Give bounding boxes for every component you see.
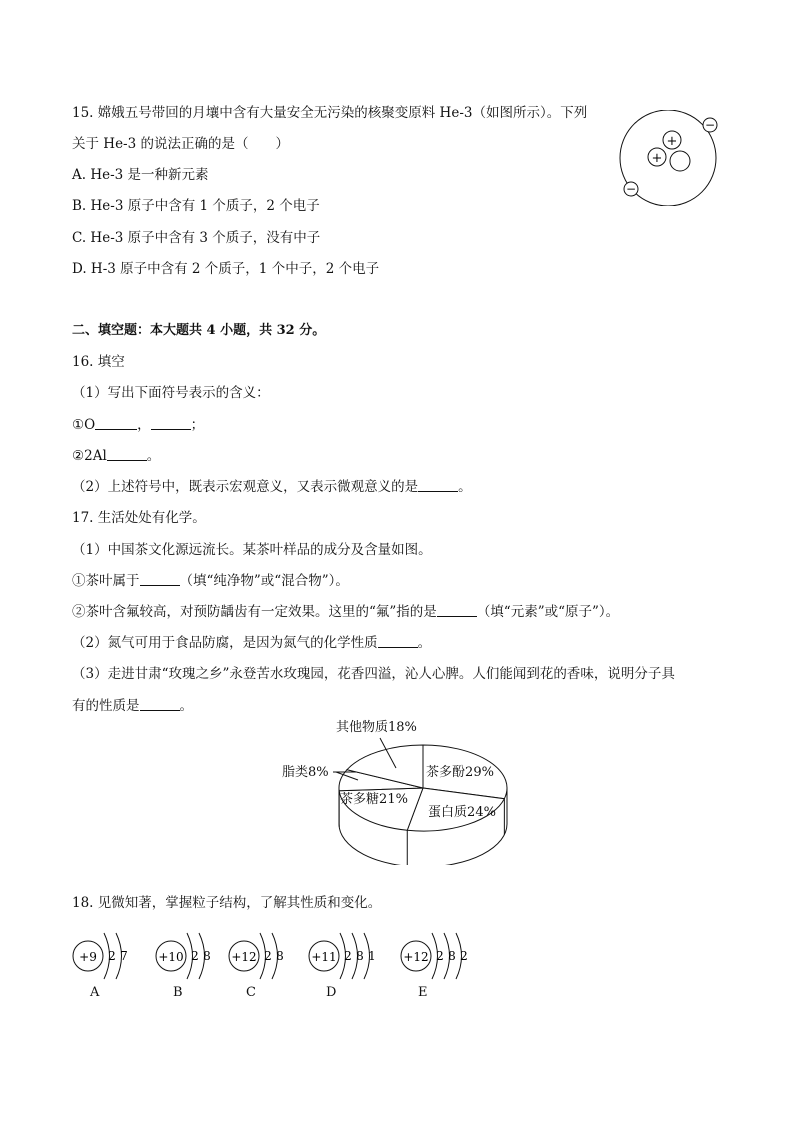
q16-item1-end: ； xyxy=(190,417,205,433)
q17-sub3-line2 xyxy=(72,697,193,715)
atom-diagram-A xyxy=(72,928,142,988)
section2-title: 二、填空题：本大题共 4 小题，共 32 分。 xyxy=(72,323,326,338)
atom-diagram-B xyxy=(155,928,225,988)
q18-title: 18. 见微知著，掌握粒子结构，了解其性质和变化。 xyxy=(72,895,382,911)
atom-letter-A: A xyxy=(90,985,100,1000)
q16-item1-blank-2[interactable] xyxy=(151,417,191,430)
atom-diagram-C xyxy=(228,928,298,988)
q17-sub3-line1: （3）走进甘肃“玫瑰之乡”永登苦水玫瑰园，花香四溢，沁人心脾。人们能闻到花的香味，说明分子具 xyxy=(72,666,675,682)
q16-item2-prefix: ②2Al xyxy=(72,448,107,464)
shell-count-D-2: 8 xyxy=(356,949,364,963)
q17-sub3-end: 。 xyxy=(179,698,193,714)
q15-stem-line2: 关于 He-3 的说法正确的是（ ） xyxy=(72,136,289,152)
q17-item1 xyxy=(72,572,349,590)
nucleus-charge-E: +12 xyxy=(403,950,429,964)
proton-2 xyxy=(648,148,666,166)
shell-count-D-1: 2 xyxy=(344,949,352,963)
q16-title: 16. 填空 xyxy=(72,354,125,370)
pie-label-茶多酚: 茶多酚29% xyxy=(426,765,494,780)
atom-diagram-D xyxy=(308,928,392,988)
he3-atom-figure xyxy=(612,110,722,206)
electron-1 xyxy=(703,118,717,132)
q16-sub2-blank[interactable] xyxy=(418,479,458,492)
electron-2 xyxy=(624,182,638,196)
q16-sub2-end: 。 xyxy=(458,479,472,495)
shell-count-A-2: 7 xyxy=(120,949,128,963)
q17-item1-prefix: ①茶叶属于 xyxy=(72,573,140,589)
atom-diagram-E xyxy=(400,928,484,988)
q17-sub2-end: 。 xyxy=(417,635,432,651)
svg-text:+: + xyxy=(651,151,663,166)
q16-item2 xyxy=(72,447,160,465)
q17-item2-blank[interactable] xyxy=(437,604,477,617)
shell-count-E-1: 2 xyxy=(436,949,444,963)
q16-item1-blank-1[interactable] xyxy=(95,417,137,430)
q17-item2 xyxy=(72,603,619,621)
q17-item1-suffix: （填“纯净物”或“混合物”）。 xyxy=(179,573,349,589)
q15-stem-line1: 15. 嫦娥五号带回的月壤中含有大量安全无污染的核聚变原料 He-3（如图所示）。下列 xyxy=(72,105,588,121)
shell-count-D-3: 1 xyxy=(368,949,376,963)
q17-sub3-prefix: 有的性质是 xyxy=(72,698,140,714)
atom-letter-E: E xyxy=(418,985,428,1000)
pie-label-茶多糖: 茶多糖21% xyxy=(340,792,408,807)
neutron xyxy=(670,151,690,171)
q15-option-a: A. He-3 是一种新元素 xyxy=(72,167,209,183)
q16-sub1: （1）写出下面符号表示的含义： xyxy=(72,385,270,401)
shell-count-C-2: 8 xyxy=(276,949,284,963)
q17-sub2-prefix: （2）氮气可用于食品防腐，是因为氮气的化学性质 xyxy=(72,635,378,651)
pie-label-其他物质: 其他物质18% xyxy=(336,720,417,735)
q15-option-b: B. He-3 原子中含有 1 个质子，2 个电子 xyxy=(72,198,320,214)
q17-item2-suffix: （填“元素”或“原子”）。 xyxy=(476,604,620,620)
nucleus-charge-B: +10 xyxy=(158,950,184,964)
q16-sub2 xyxy=(72,478,472,496)
q16-item1-prefix: ①O xyxy=(72,417,96,433)
q17-sub2-blank[interactable] xyxy=(378,635,418,648)
q16-item1-sep: ， xyxy=(137,417,151,433)
pie-label-蛋白质: 蛋白质24% xyxy=(428,805,496,820)
q15-option-c: C. He-3 原子中含有 3 个质子，没有中子 xyxy=(72,230,321,246)
pie-label-脂类: 脂类8% xyxy=(282,765,329,780)
atom-letter-B: B xyxy=(173,985,183,1000)
shell-count-E-2: 8 xyxy=(448,949,456,963)
tea-composition-pie-chart xyxy=(270,710,530,865)
nucleus-charge-C: +12 xyxy=(231,950,257,964)
q16-item1 xyxy=(72,416,204,434)
q15-option-d: D. H-3 原子中含有 2 个质子，1 个中子，2 个电子 xyxy=(72,261,380,277)
proton-1 xyxy=(663,131,681,149)
q17-sub1: （1）中国茶文化源远流长。某茶叶样品的成分及含量如图。 xyxy=(72,542,432,558)
shell-count-B-1: 2 xyxy=(191,949,199,963)
atom-letter-C: C xyxy=(246,985,256,1000)
q17-title: 17. 生活处处有化学。 xyxy=(72,510,206,526)
svg-text:−: − xyxy=(625,182,637,196)
shell-count-E-3: 2 xyxy=(460,949,468,963)
q16-item2-end: 。 xyxy=(146,448,161,464)
shell-count-A-1: 2 xyxy=(108,949,116,963)
q16-item2-blank[interactable] xyxy=(107,448,147,461)
q16-sub2-text: （2）上述符号中，既表示宏观意义，又表示微观意义的是 xyxy=(72,479,419,495)
svg-text:−: − xyxy=(704,118,716,132)
svg-text:+: + xyxy=(666,134,678,149)
q17-sub3-blank[interactable] xyxy=(140,698,180,711)
q17-item1-blank[interactable] xyxy=(140,573,180,586)
q17-item2-prefix: ②茶叶含氟较高，对预防龋齿有一定效果。这里的“氟”指的是 xyxy=(72,604,437,620)
shell-count-C-1: 2 xyxy=(264,949,272,963)
q17-sub2 xyxy=(72,634,431,652)
nucleus-charge-D: +11 xyxy=(311,950,337,964)
nucleus-charge-A: +9 xyxy=(79,950,97,964)
atom-letter-D: D xyxy=(326,985,337,1000)
shell-count-B-2: 8 xyxy=(203,949,211,963)
